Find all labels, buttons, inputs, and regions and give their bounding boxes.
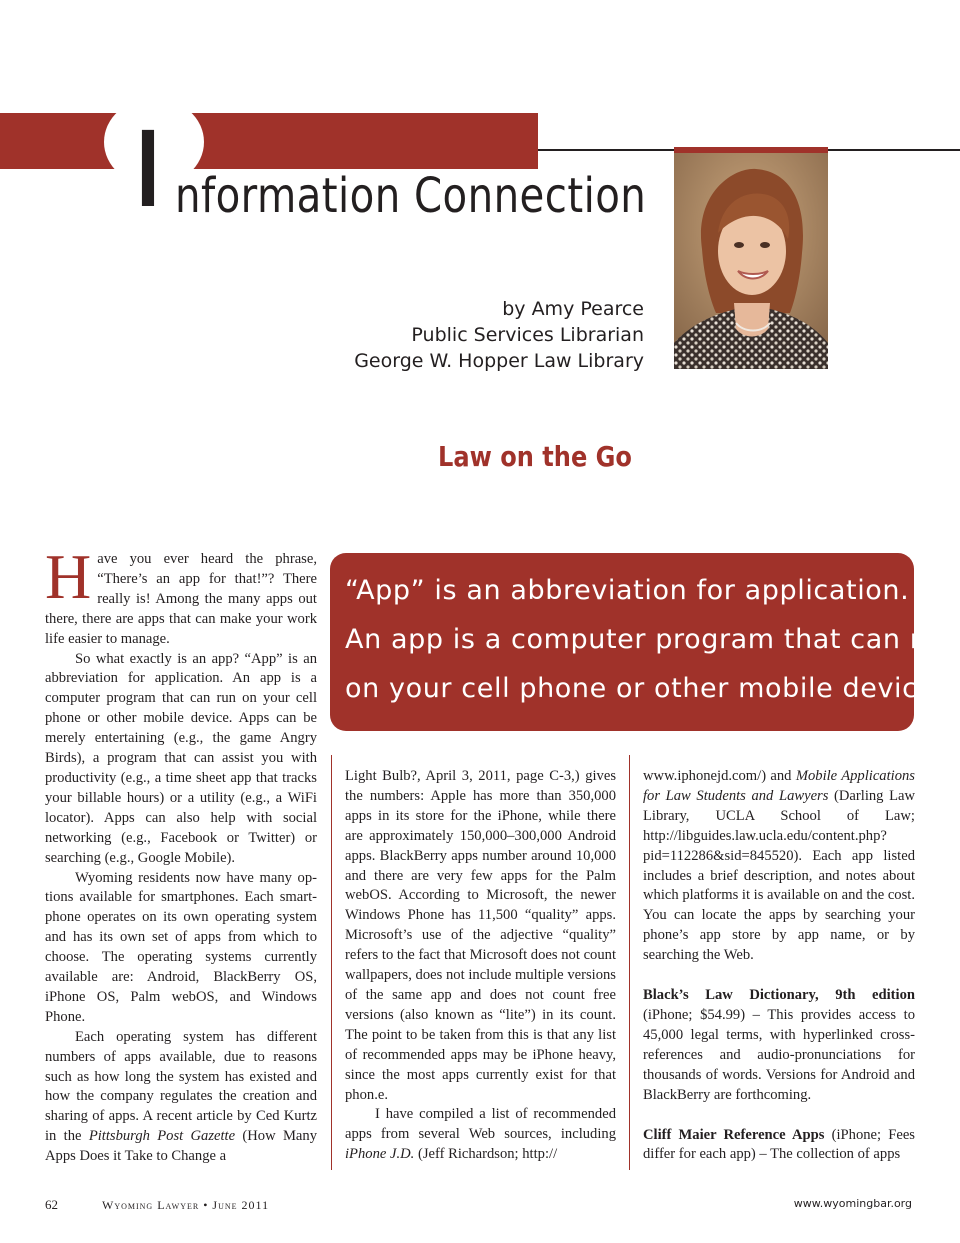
publication-title: iPhone J.D. (345, 1146, 415, 1163)
column-divider (331, 755, 332, 1170)
app-name: Black’s Law Dictionary, 9th edition (643, 987, 915, 1004)
byline-author: by Amy Pearce (502, 298, 644, 320)
paragraph (345, 1105, 616, 1165)
author-photo (674, 147, 828, 369)
pull-quote-line: “App” is an abbreviation for application. (345, 575, 910, 606)
byline-library: George W. Hopper Law Library (354, 350, 644, 372)
header-band-right (190, 113, 538, 169)
magazine-issue: Wyoming Lawyer • June 2011 (102, 1198, 270, 1212)
paragraph: Light Bulb?, April 3, 2011, page C-3,) gives the numbers: Apple has more than 350,000 apps in its store for the iPhone, while there are approximately 150,000–300,000 Android apps. BlackBerry apps number around 10,000 and there are very few apps for the Palm webOS. According to Microsoft, the newer Windows Phone has 11,500 “quality” apps. Microsoft’s use of the adjective “quality” refers to the fact that Microsoft does not count wallpapers, does not include multiple versions of the same app and does not count free versions (also known as “lite”) in its count. The point to be taken from this is that any list of recommended apps may be iPhone heavy, since the most apps currently exist for that phon.e. (345, 768, 616, 1103)
paragraph-text: (Jeff Richardson; http:// (414, 1146, 558, 1163)
title-initial: I (136, 109, 160, 231)
paragraph-gap (643, 966, 915, 986)
article-headline: Law on the Go (438, 440, 632, 473)
publication-title: Pittsburgh Post Gazette (88, 1128, 236, 1145)
pull-quote-line: An app is a computer program that can run (345, 624, 957, 655)
paragraph-text: I have compiled a list of recommended apps from several Web sources, including (345, 1106, 616, 1143)
article-column-3 (643, 767, 915, 1165)
paragraph (643, 767, 915, 966)
paragraph-text: ave you ever heard the phrase, “There’s an app for that!”? There really is! Among the many apps out there, there are apps that can make your work life easier to manage. (45, 551, 317, 647)
section-title: nformation Connection (175, 168, 647, 224)
header-band-left (0, 113, 118, 169)
paragraph: So what exactly is an app? “App” is an abbreviation for application. An app is a computer program that can run on your cell phone or other mobile device. Apps can be merely entertaining (e.g., the game Angry Birds), a program that can assist you with productivity (e.g., a time sheet app that tracks your billable hours) or a utility (e.g., a WiFi locator). Apps can also help with social networking (e.g., Facebook or Twitter) or searching (e.g., Google Mobile). (45, 650, 317, 866)
paragraph-gap (643, 1106, 915, 1126)
article-column-1 (45, 541, 317, 1167)
app-description: (iPhone; $54.99) – This provides access to 45,000 legal terms, with hyperlinked cross-references and audio-pronunciations for thousands of words. Versions for Android and BlackBerry are forthcoming. (643, 1006, 915, 1103)
publication-title: Mobile Applications for Law Students and Lawyers (643, 768, 915, 804)
app-description: (iPhone; Fees differ for each app) – The collection of apps (643, 1126, 915, 1163)
intro-paragraph (45, 541, 317, 650)
byline-position: Public Services Librarian (411, 324, 644, 346)
pull-quote-line: on your cell phone or other mobile device. (345, 673, 944, 704)
app-name: Cliff Maier Reference Apps (643, 1126, 825, 1143)
column-divider (629, 755, 630, 1170)
paragraph-text: Each operating system has different numbers of apps available, due to reasons such as how long the system has existed and how the company regulates the creation and sharing of apps. A recent article by Ced Kurtz in the (45, 1028, 317, 1145)
paragraph (45, 1028, 317, 1167)
paragraph-text: (Darling Law Library, UCLA School of Law; http://libguides.law.ucla.edu/content.php?pid=112286&sid=845520). Each app listed includes a brief description, and notes about which platforms it is available on and the cost. You can locate the apps by searching your phone’s app store by app name, or by searching the Web. (643, 787, 916, 964)
paragraph-text: (How Many Apps Does it Take to Change a (45, 1128, 317, 1165)
page-number: 62 (45, 1197, 58, 1212)
drop-cap: H (45, 541, 92, 612)
paragraph-text: www.iphonejd.com/) and (643, 768, 796, 784)
app-entry (643, 1126, 915, 1166)
article-column-2 (345, 767, 616, 1165)
author-photo-icon (674, 153, 828, 369)
footer-url: www.wyomingbar.org (793, 1197, 912, 1210)
paragraph: Wyoming residents now have many options available for smartphones. Each smartphone operates on its own operating system and has its own set of apps from which to choose. The operating systems currently available are: Android, BlackBerry OS, iPhone OS, Palm webOS, and Windows Phone. (45, 869, 317, 1025)
app-entry (643, 986, 915, 1105)
